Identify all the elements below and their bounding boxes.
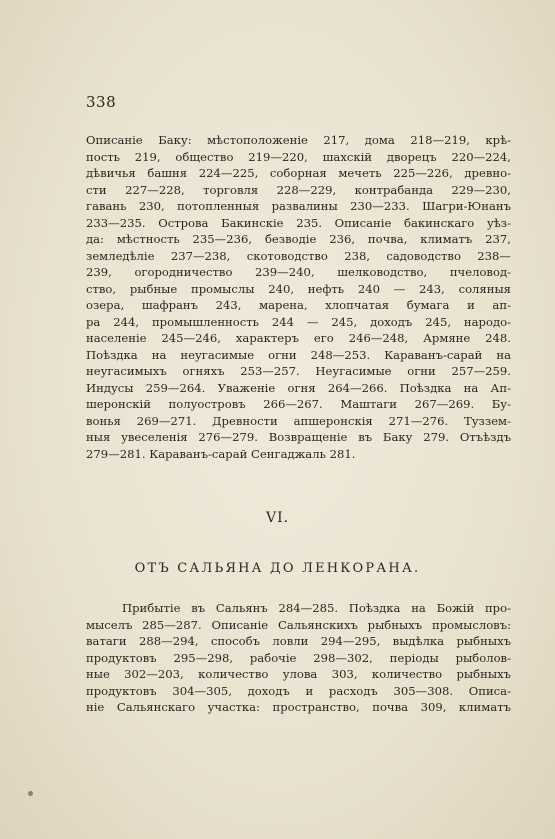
text-line: да: мѣстность 235—236, безводіе 236, почва, климатъ 237, xyxy=(86,232,511,246)
text-line: ра 244, промышленность 244 — 245, доходъ 245, народо- xyxy=(86,314,511,329)
text-line: Поѣздка на неугасимые огни 248—253. Караванъ-сарай на xyxy=(86,347,511,362)
text-line: шеронскій полуостровъ 266—267. Маштаги 267—269. Бу- xyxy=(86,397,511,411)
contents-paragraph-salyan xyxy=(86,600,511,716)
text-line: неугасимыхъ огняхъ 253—257. Неугасимые огни 257—259. xyxy=(86,364,511,378)
text-line: ніе Сальянскаго участка: пространство, почва 309, климатъ xyxy=(86,700,511,714)
text-line: земледѣліе 237—238, скотоводство 238, садоводство 238— xyxy=(86,248,511,263)
text-line: ватаги 288—294, способъ ловли 294—295, выдѣлка рыбныхъ xyxy=(86,634,511,648)
text-line: сти 227—228, торговля 228—229, контрабанда 229—230, xyxy=(86,182,511,197)
text-line: Прибытіе въ Сальянъ 284—285. Поѣздка на Божій про- xyxy=(122,601,511,615)
section-title: ОТЪ САЛЬЯНА ДО ЛЕНКОРАНА. xyxy=(134,561,421,576)
page-number: 338 xyxy=(86,93,117,111)
text-line: гавань 230, потопленныя развалины 230—233. Шагри-Юнанъ xyxy=(86,199,511,213)
ink-spot xyxy=(28,791,33,796)
text-line: 279—281. Караванъ-сарай Сенгаджаль 281. xyxy=(86,446,356,461)
text-line: продуктовъ 295—298, рабочіе 298—302, періоды рыболов- xyxy=(86,650,511,665)
text-line: вонья 269—271. Древности апшеронскія 271—276. Туззем- xyxy=(86,413,511,428)
text-line: мыселъ 285—287. Описаніе Сальянскихъ рыбныхъ промысловъ: xyxy=(86,617,511,632)
contents-paragraph-baku xyxy=(86,132,511,462)
text-line: пость 219, общество 219—220, шахскій дворецъ 220—224, xyxy=(86,149,511,164)
text-line: ные 302—203, количество улова 303, количество рыбныхъ xyxy=(86,667,511,681)
text-line: ство, рыбные промыслы 240, нефть 240 — 243, соляныя xyxy=(86,281,511,296)
text-line: ныя увеселенія 276—279. Возвращеніе въ Баку 279. Отъѣздъ xyxy=(86,430,511,444)
text-line: 239, огородничество 239—240, шелководство, пчеловод- xyxy=(86,265,511,279)
text-line: населеніе 245—246, характеръ его 246—248, Армяне 248. xyxy=(86,331,511,345)
text-line: озера, шафранъ 243, марена, хлопчатая бумага и ап- xyxy=(86,298,511,312)
section-number: VI. xyxy=(265,510,290,526)
text-line: дѣвичья башня 224—225, соборная мечеть 225—226, древно- xyxy=(86,166,511,180)
text-line: Индусы 259—264. Уваженіе огня 264—266. Поѣздка на Ап- xyxy=(86,380,511,395)
text-line: продуктовъ 304—305, доходъ и расходъ 305—308. Описа- xyxy=(86,683,511,698)
text-line: Описаніе Баку: мѣстоположеніе 217, дома 218—219, крѣ- xyxy=(86,133,511,147)
text-line: 233—235. Острова Бакинскіе 235. Описаніе бакинскаго уѣз- xyxy=(86,215,511,230)
